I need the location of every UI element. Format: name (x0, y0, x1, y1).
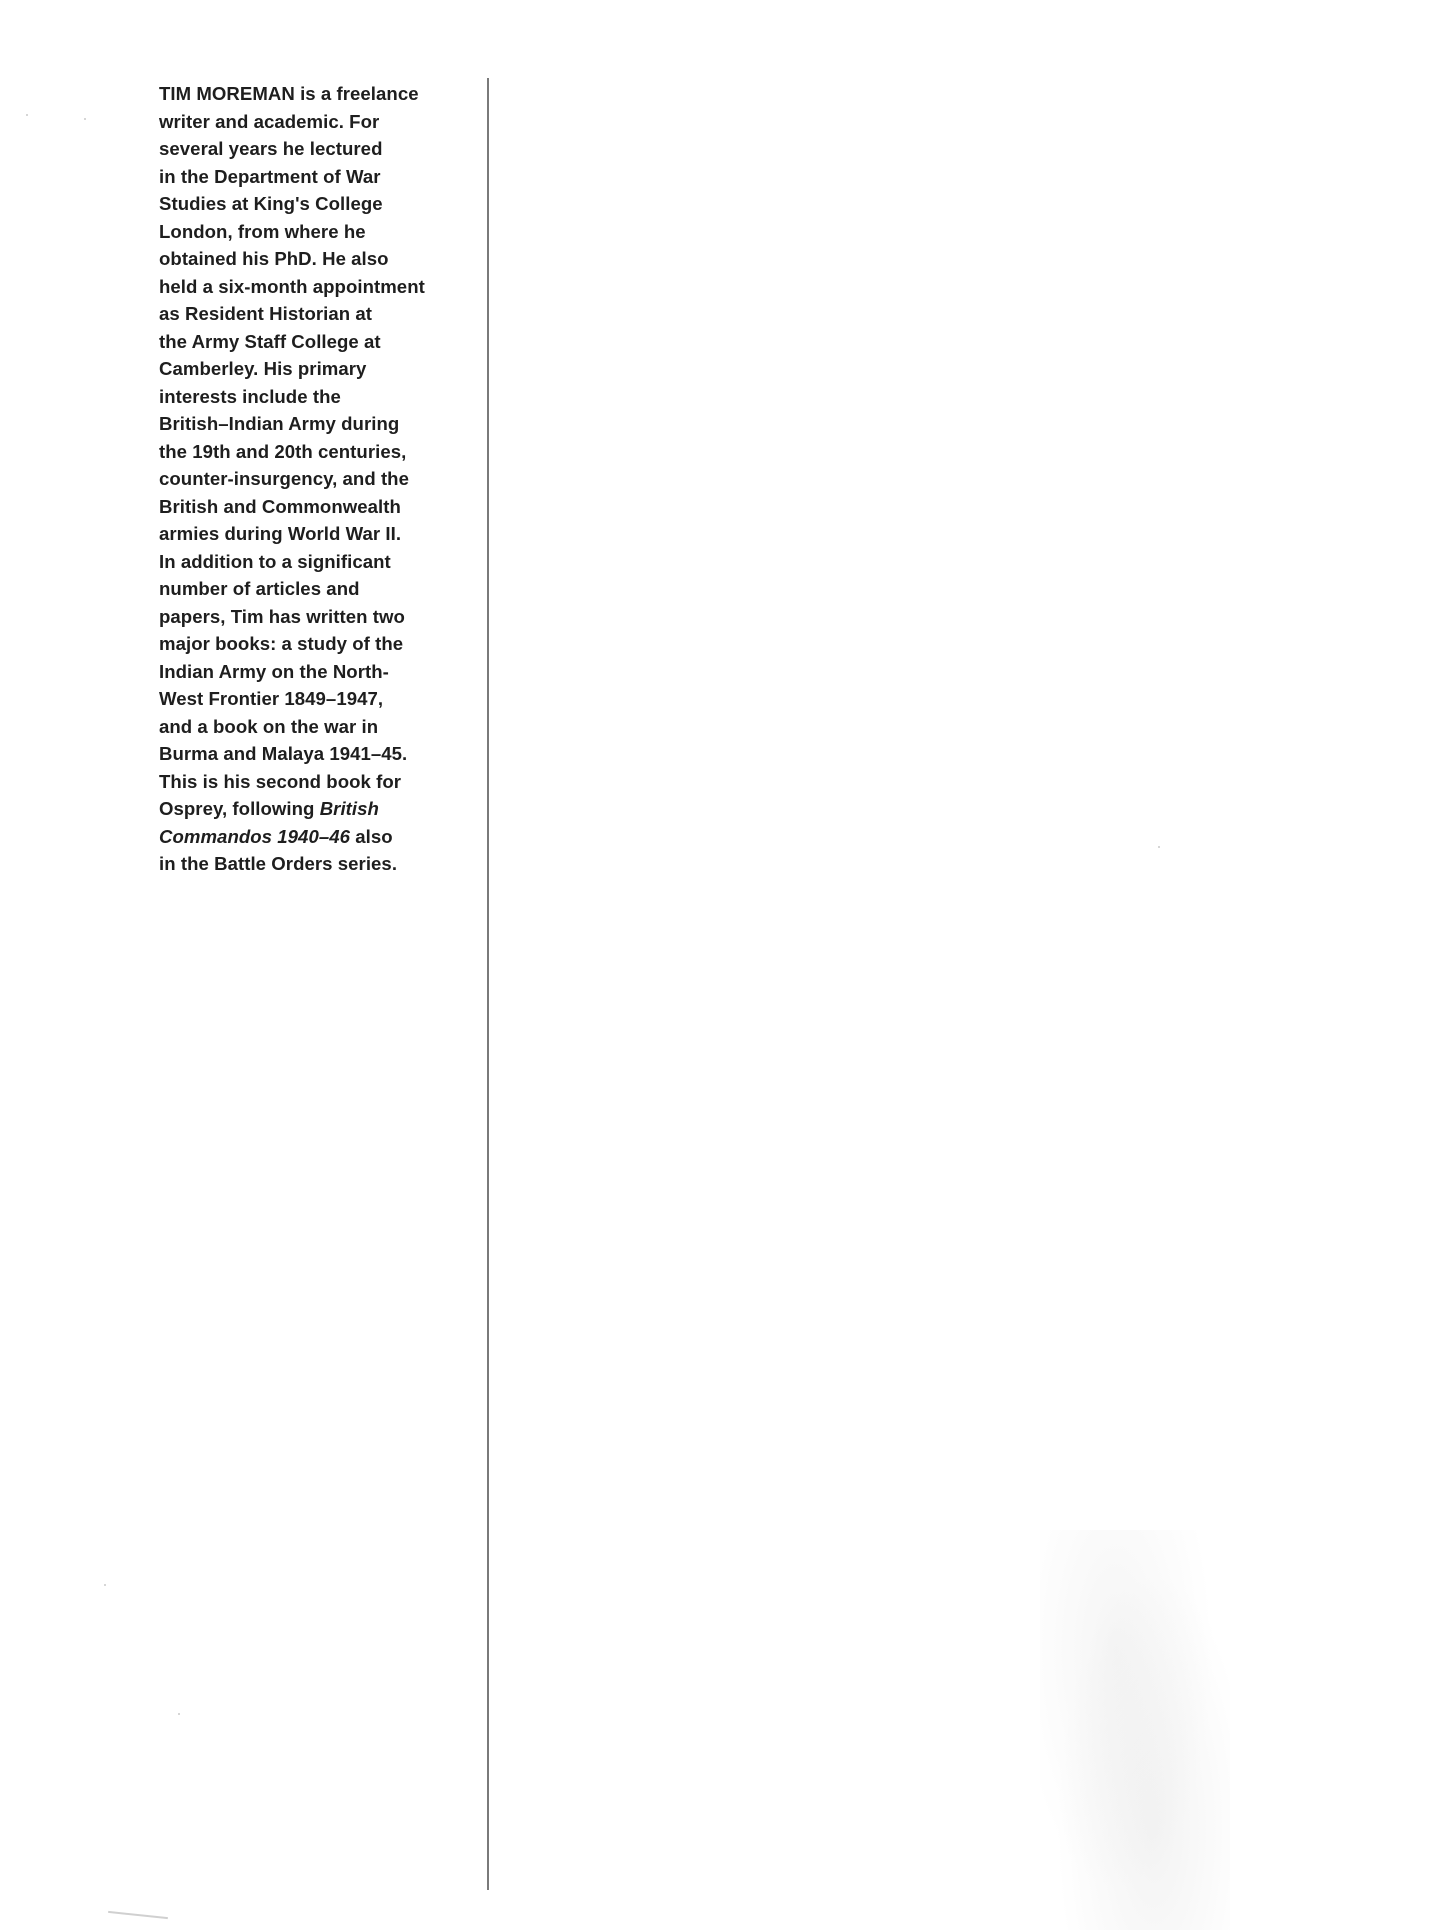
paper-stain (1040, 1530, 1230, 1930)
bio-line (159, 823, 467, 851)
bio-text: in the Battle Orders series. (159, 853, 398, 874)
bio-text: as Resident Historian at (159, 303, 373, 324)
bio-line (159, 245, 467, 273)
bio-text: TIM MOREMAN is a freelance (159, 83, 419, 104)
bio-line (159, 410, 467, 438)
paper-speck (178, 1713, 180, 1715)
paper-speck (84, 118, 86, 120)
bio-text: In addition to a significant (159, 550, 391, 572)
bio-line (159, 658, 467, 686)
bio-text: counter-insurgency, and the (159, 468, 409, 489)
bio-italic-text: British (319, 798, 379, 819)
author-biography (159, 80, 467, 878)
bio-text: Camberley. His primary (159, 358, 367, 379)
bio-line (159, 383, 467, 411)
bio-line (159, 520, 467, 548)
bio-line (159, 328, 467, 356)
bio-text: papers, Tim has written two (159, 605, 405, 627)
bio-text: This is his second book for (159, 770, 402, 792)
bio-text: armies during World War II. (159, 523, 402, 544)
bio-line (159, 135, 467, 163)
bio-line (159, 575, 467, 603)
bio-line (159, 685, 467, 713)
bio-text: West Frontier 1849–1947, (159, 688, 384, 709)
bio-text: Studies at King's College (159, 193, 383, 214)
bio-text: Indian Army on the North- (159, 660, 389, 682)
bio-line (159, 163, 467, 191)
bio-line (159, 493, 467, 521)
bio-line (159, 603, 467, 631)
bio-text: in the Department of War (159, 165, 381, 187)
bio-line (159, 740, 467, 768)
bio-text: also (350, 825, 393, 847)
bio-text: interests include the (159, 385, 341, 407)
bio-line (159, 108, 467, 136)
bio-text: the Army Staff College at (159, 330, 381, 352)
paper-scratch (108, 1911, 168, 1919)
bio-line (159, 355, 467, 383)
bio-text: British and Commonwealth (159, 495, 401, 517)
bio-text: writer and academic. For (159, 110, 380, 132)
bio-line (159, 218, 467, 246)
bio-line (159, 465, 467, 493)
bio-line (159, 190, 467, 218)
paper-speck (104, 1584, 106, 1586)
bio-text: British–Indian Army during (159, 413, 400, 434)
bio-text: several years he lectured (159, 138, 383, 159)
bio-text: obtained his PhD. He also (159, 248, 389, 269)
bio-text: Osprey, following (159, 798, 320, 819)
bio-text: number of articles and (159, 578, 360, 599)
bio-line (159, 300, 467, 328)
bio-text: and a book on the war in (159, 715, 379, 737)
bio-text: London, from where he (159, 220, 366, 242)
bio-text: Burma and Malaya 1941–45. (159, 743, 408, 764)
bio-italic-text: Commandos 1940–46 (159, 825, 351, 847)
bio-line (159, 795, 467, 823)
column-divider-rule (487, 78, 489, 1890)
bio-line (159, 850, 467, 878)
bio-line (159, 548, 467, 576)
bio-line (159, 713, 467, 741)
bio-text: major books: a study of the (159, 633, 404, 654)
bio-text: the 19th and 20th centuries, (159, 440, 407, 462)
bio-text: held a six-month appointment (159, 275, 425, 297)
bio-line (159, 438, 467, 466)
bio-line (159, 630, 467, 658)
paper-speck (26, 114, 28, 116)
bio-line (159, 80, 467, 108)
paper-speck (1158, 846, 1160, 848)
bio-line (159, 768, 467, 796)
bio-line (159, 273, 467, 301)
